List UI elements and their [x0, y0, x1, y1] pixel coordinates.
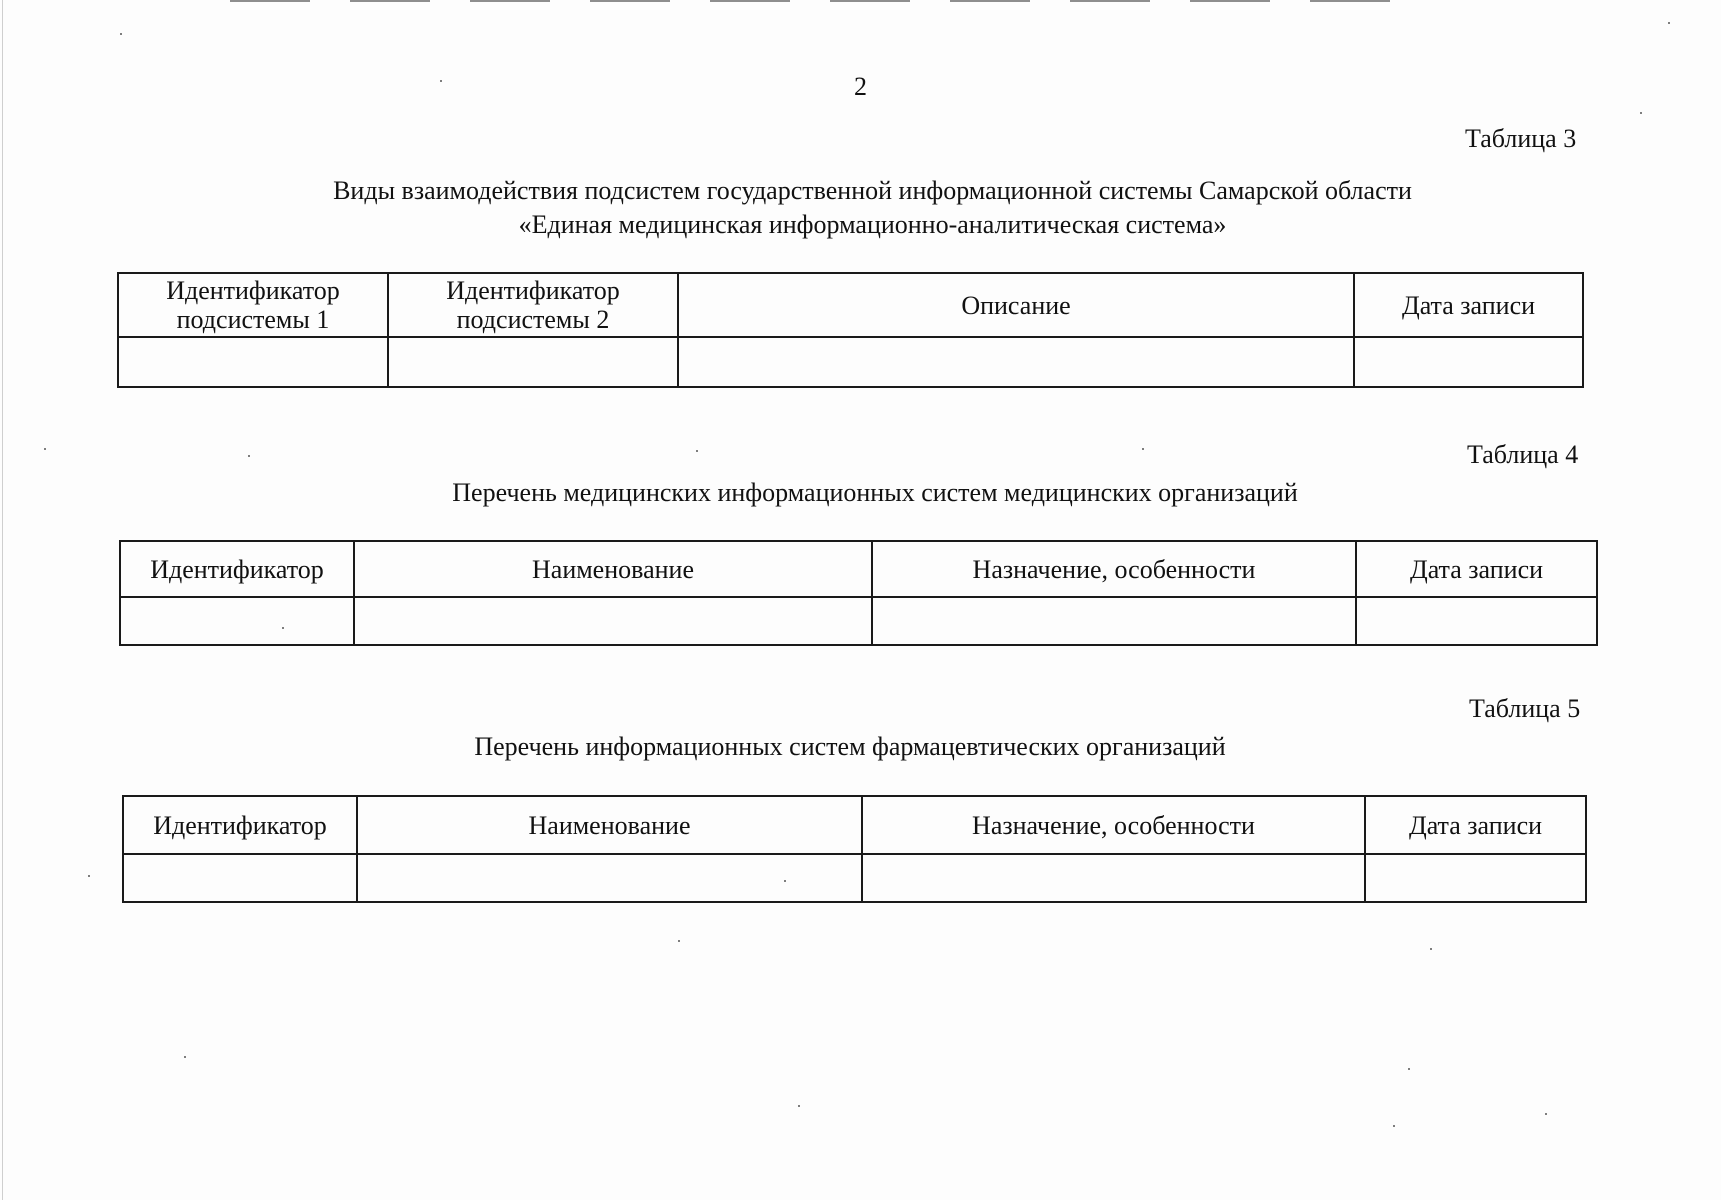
table-cell — [1356, 597, 1597, 645]
table-3-title-line-1: Виды взаимодействия подсистем государственной информационной системы Самарской области — [333, 176, 1412, 205]
table-3-title — [0, 174, 1721, 242]
table-4-header-purpose: Назначение, особенности — [872, 541, 1356, 597]
table-4-header-record-date: Дата записи — [1356, 541, 1597, 597]
table-4-empty-row — [120, 597, 1597, 645]
scan-speck — [678, 940, 680, 942]
scan-speck — [798, 1105, 800, 1107]
table-3 — [117, 272, 1584, 388]
scan-speck — [1640, 112, 1642, 114]
scan-edge-top — [230, 0, 1430, 2]
table-cell — [872, 597, 1356, 645]
table-4-header-identifier: Идентификатор — [120, 541, 354, 597]
table-cell — [357, 854, 862, 902]
scan-speck — [784, 880, 786, 882]
table-3-label: Таблица 3 — [1465, 124, 1577, 153]
table-3-header-description: Описание — [678, 273, 1354, 337]
scan-speck — [1545, 1113, 1547, 1115]
scan-speck — [1142, 448, 1144, 450]
scan-speck — [44, 448, 46, 450]
table-4-title — [0, 476, 1721, 510]
table-5-empty-row — [123, 854, 1586, 902]
table-cell — [1354, 337, 1583, 387]
table-3-header-subsystem-1: Идентификатор подсистемы 1 — [118, 273, 388, 337]
scan-speck — [1668, 22, 1670, 24]
scan-speck — [248, 455, 250, 457]
table-4-title-line-1: Перечень медицинских информационных систем медицинских организаций — [452, 478, 1298, 507]
scan-speck — [282, 627, 284, 629]
table-cell — [862, 854, 1365, 902]
scan-speck — [88, 875, 90, 877]
table-3-header-row — [118, 273, 1583, 337]
table-3-empty-row — [118, 337, 1583, 387]
table-4-header-row — [120, 541, 1597, 597]
scan-speck — [1393, 1125, 1395, 1127]
table-5-header-purpose: Назначение, особенности — [862, 796, 1365, 854]
table-5 — [122, 795, 1587, 903]
table-4-header-name: Наименование — [354, 541, 872, 597]
table-5-label: Таблица 5 — [1469, 694, 1581, 723]
table-3-header-record-date: Дата записи — [1354, 273, 1583, 337]
scan-speck — [696, 450, 698, 452]
table-5-title — [0, 730, 1700, 764]
scan-speck — [1408, 1068, 1410, 1070]
table-3-header-subsystem-2: Идентификатор подсистемы 2 — [388, 273, 678, 337]
table-5-header-identifier: Идентификатор — [123, 796, 357, 854]
table-cell — [354, 597, 872, 645]
page-number: 2 — [854, 72, 867, 101]
table-cell — [120, 597, 354, 645]
scan-speck — [1430, 948, 1432, 950]
table-5-header-name: Наименование — [357, 796, 862, 854]
table-cell — [123, 854, 357, 902]
scan-speck — [120, 33, 122, 35]
table-4 — [119, 540, 1598, 646]
table-cell — [1365, 854, 1586, 902]
table-3-title-line-2: «Единая медицинская информационно-аналитическая система» — [518, 210, 1227, 239]
table-cell — [118, 337, 388, 387]
table-5-header-record-date: Дата записи — [1365, 796, 1586, 854]
scan-speck — [184, 1056, 186, 1058]
table-cell — [388, 337, 678, 387]
table-5-header-row — [123, 796, 1586, 854]
table-cell — [678, 337, 1354, 387]
table-4-label: Таблица 4 — [1467, 440, 1579, 469]
scan-speck — [440, 80, 442, 82]
table-5-title-line-1: Перечень информационных систем фармацевтических организаций — [474, 732, 1226, 761]
